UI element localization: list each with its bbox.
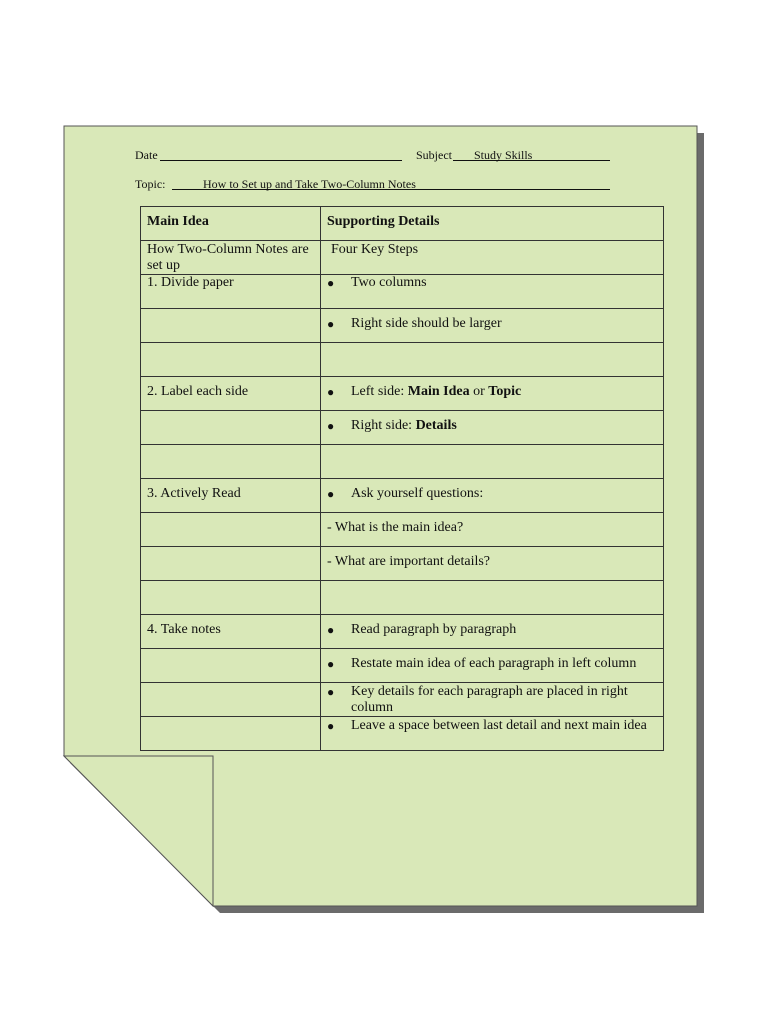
detail-text: Two columns: [351, 275, 427, 290]
detail-cell: [321, 513, 664, 547]
detail-mid: or: [469, 384, 489, 399]
table-row: [141, 717, 664, 751]
main-cell: [141, 275, 321, 309]
topic-value: How to Set up and Take Two-Column Notes: [203, 177, 416, 191]
detail-text: - What is the main idea?: [327, 520, 464, 535]
detail-bold-details: Details: [415, 418, 457, 433]
main-text: [141, 309, 320, 316]
bullet-icon: ●: [327, 487, 335, 501]
detail-text: Ask yourself questions:: [351, 486, 484, 501]
main-text: How Two-Column Notes are set up: [147, 242, 309, 273]
bullet-icon: ●: [327, 623, 335, 637]
table-row: [141, 411, 664, 445]
detail-text: Restate main idea of each paragraph in left column: [351, 656, 637, 671]
detail-cell: [321, 241, 664, 275]
detail-bold-topic: Topic: [488, 384, 522, 399]
detail-prefix: Left side:: [351, 384, 408, 399]
bullet-icon: ●: [327, 719, 335, 733]
detail-text: Read paragraph by paragraph: [351, 622, 517, 637]
main-cell: [141, 547, 321, 581]
detail-cell: [321, 683, 664, 717]
table-row: [141, 343, 664, 377]
detail-cell: [321, 581, 664, 615]
table-row: [141, 275, 664, 309]
detail-text: Leave a space between last detail and next main idea: [351, 718, 647, 733]
table-row: [141, 547, 664, 581]
detail-cell: [321, 411, 664, 445]
detail-cell: [321, 275, 664, 309]
date-label: Date: [135, 148, 158, 162]
bullet-icon: ●: [327, 419, 335, 433]
main-text: 4. Take notes: [147, 622, 221, 637]
detail-text: Key details for each paragraph are placed in right column: [351, 684, 628, 715]
date-field-line[interactable]: [160, 160, 402, 161]
main-cell: [141, 479, 321, 513]
table-row: [141, 377, 664, 411]
main-cell: [141, 241, 321, 275]
table-row: [141, 309, 664, 343]
table-header-row: [141, 207, 664, 241]
main-cell: [141, 411, 321, 445]
topic-label: Topic:: [135, 177, 166, 191]
supporting-details-heading: Supporting Details: [327, 214, 440, 229]
subject-label: Subject: [416, 148, 452, 162]
main-cell: [141, 309, 321, 343]
main-cell: [141, 343, 321, 377]
table-row: [141, 581, 664, 615]
table-row: [141, 445, 664, 479]
detail-cell: [321, 343, 664, 377]
bullet-icon: ●: [327, 385, 335, 399]
main-cell: [141, 683, 321, 717]
detail-cell: [321, 717, 664, 751]
main-cell: [141, 445, 321, 479]
bullet-icon: ●: [327, 685, 335, 699]
subject-value: Study Skills: [474, 148, 533, 162]
table-row: [141, 615, 664, 649]
bullet-icon: ●: [327, 657, 335, 671]
detail-cell: [321, 377, 664, 411]
main-text: 1. Divide paper: [147, 275, 234, 290]
detail-cell: [321, 309, 664, 343]
detail-bold-main-idea: Main Idea: [407, 384, 470, 399]
detail-prefix: Right side:: [351, 418, 416, 433]
main-idea-heading: Main Idea: [147, 214, 209, 229]
detail-cell: [321, 649, 664, 683]
detail-cell: [321, 547, 664, 581]
detail-cell: [321, 479, 664, 513]
main-cell: [141, 649, 321, 683]
folded-corner: [64, 756, 213, 906]
main-text: 3. Actively Read: [147, 486, 241, 501]
table-row: [141, 241, 664, 275]
main-cell: [141, 581, 321, 615]
main-cell: [141, 377, 321, 411]
detail-text: Right side should be larger: [351, 316, 502, 331]
detail-cell: [321, 615, 664, 649]
header-cell-supporting-details: [321, 207, 664, 241]
main-text: 2. Label each side: [147, 384, 249, 399]
bullet-icon: ●: [327, 276, 335, 290]
detail-text: - What are important details?: [327, 554, 491, 569]
table-row: [141, 513, 664, 547]
table-row: [141, 683, 664, 717]
main-cell: [141, 615, 321, 649]
table-row: [141, 649, 664, 683]
table-row: [141, 479, 664, 513]
two-column-notes-table: [140, 206, 664, 751]
main-cell: [141, 717, 321, 751]
detail-cell: [321, 445, 664, 479]
header-cell-main-idea: [141, 207, 321, 241]
detail-text: Four Key Steps: [331, 242, 419, 257]
bullet-icon: ●: [327, 317, 335, 331]
main-cell: [141, 513, 321, 547]
